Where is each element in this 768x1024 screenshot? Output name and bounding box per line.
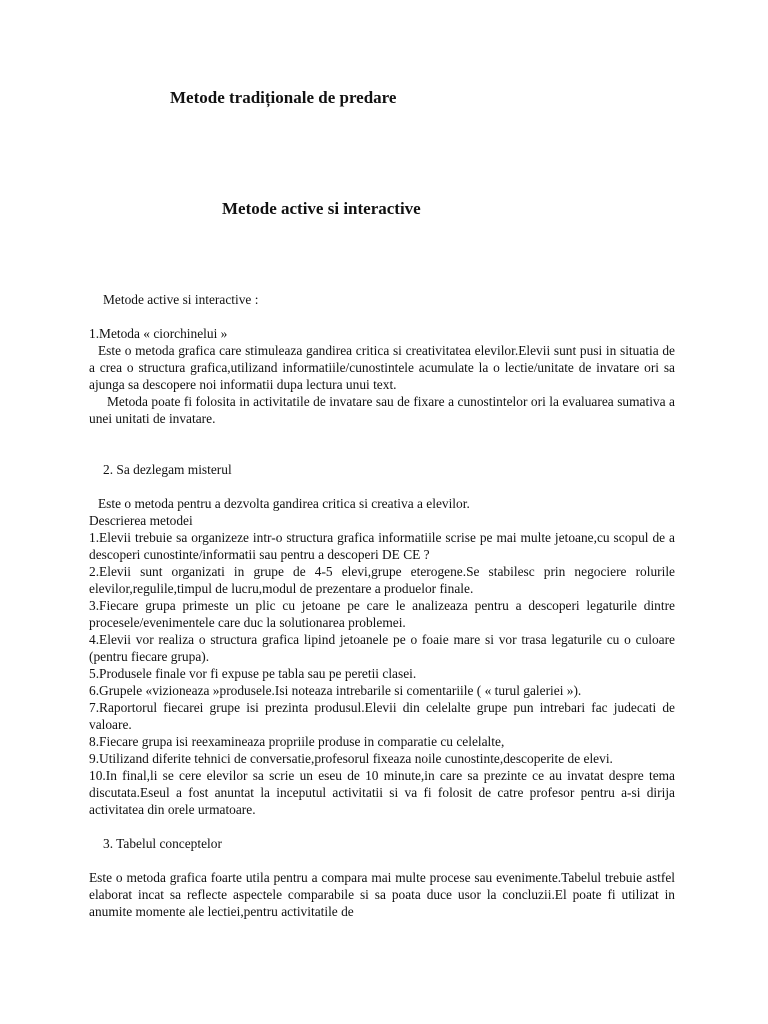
section-title: Metode active si interactive [222,199,421,218]
section3-heading: 3. Tabelul conceptelor [103,836,222,851]
section1-paragraph-2: Metoda poate fi folosita in activitatile de invatare sau de fixare a cunostintelor ori la evaluarea sumativa a unei unitati de invatare. [89,394,675,426]
document-body [89,291,675,920]
list-item: 1.Elevii trebuie sa organizeze intr-o structura grafica informatiile scrise pe mai multe jetoane,cu scopul de a descoperi cunostinte/informatii sau pentru a descoperi DE CE ? [89,530,675,562]
list-item: 8.Fiecare grupa isi reexamineaza propriile produse in comparatie cu celelalte, [89,734,505,749]
list-item: 3.Fiecare grupa primeste un plic cu jetoane pe care le analizeaza pentru a descoperi legaturile dintre procesele/evenimentele care duc la solutionarea problemei. [89,598,675,630]
list-item: 10.In final,li se cere elevilor sa scrie un eseu de 10 minute,in care sa prezinte ce au invatat despre tema discutata.Eseul a fost anuntat la inceputul activitatii si va fi folosit de catre profesor pentru a-si dirija activitatea din orele urmatoare. [89,768,675,817]
list-item: 7.Raportorul fiecarei grupe isi prezinta produsul.Elevii din celelalte grupe pun intrebari fac judecati de valoare. [89,700,675,732]
list-item: 4.Elevii vor realiza o structura grafica lipind jetoanele pe o foaie mare si vor trasa legaturile cu o culoare (pentru fiecare grupa). [89,632,675,664]
intro-line: Metode active si interactive : [103,292,259,307]
page-title: Metode tradiționale de predare [170,88,397,107]
section3-paragraph-1: Este o metoda grafica foarte utila pentru a compara mai multe procese sau evenimente.Tabelul trebuie astfel elaborat incat sa reflecte aspectele comparabile si sa poata duce usor la concluzii.El poate fi utilizat in anumite momente ale lectiei,pentru activitatile de [89,870,675,919]
section1-paragraph-1: Este o metoda grafica care stimuleaza gandirea critica si creativitatea elevilor.Elevii sunt pusi in situatia de a crea o structura grafica,utilizand informatiile/cunostintele acumulate la o lectie/unitate de invatare ori sa ajunga sa descopere noi informatii dupa lectura unui text. [89,343,675,392]
list-item: 2.Elevii sunt organizati in grupe de 4-5 elevi,grupe eterogene.Se stabilesc prin negociere rolurile elevilor,regulile,timpul de lucru,modul de prezentare a produelor finale. [89,564,675,596]
section2-heading: 2. Sa dezlegam misterul [103,462,232,477]
section1-heading: 1.Metoda « ciorchinelui » [89,326,228,341]
list-item: 5.Produsele finale vor fi expuse pe tabla sau pe peretii clasei. [89,666,417,681]
list-item: 9.Utilizand diferite tehnici de conversatie,profesorul fixeaza noile cunostinte,descoperite de elevi. [89,751,613,766]
section2-intro: Este o metoda pentru a dezvolta gandirea critica si creativa a elevilor. [98,496,470,511]
section2-desc-label: Descrierea metodei [89,513,193,528]
list-item: 6.Grupele «vizioneaza »produsele.Isi noteaza intrebarile si comentariile ( « turul galeriei »). [89,683,582,698]
